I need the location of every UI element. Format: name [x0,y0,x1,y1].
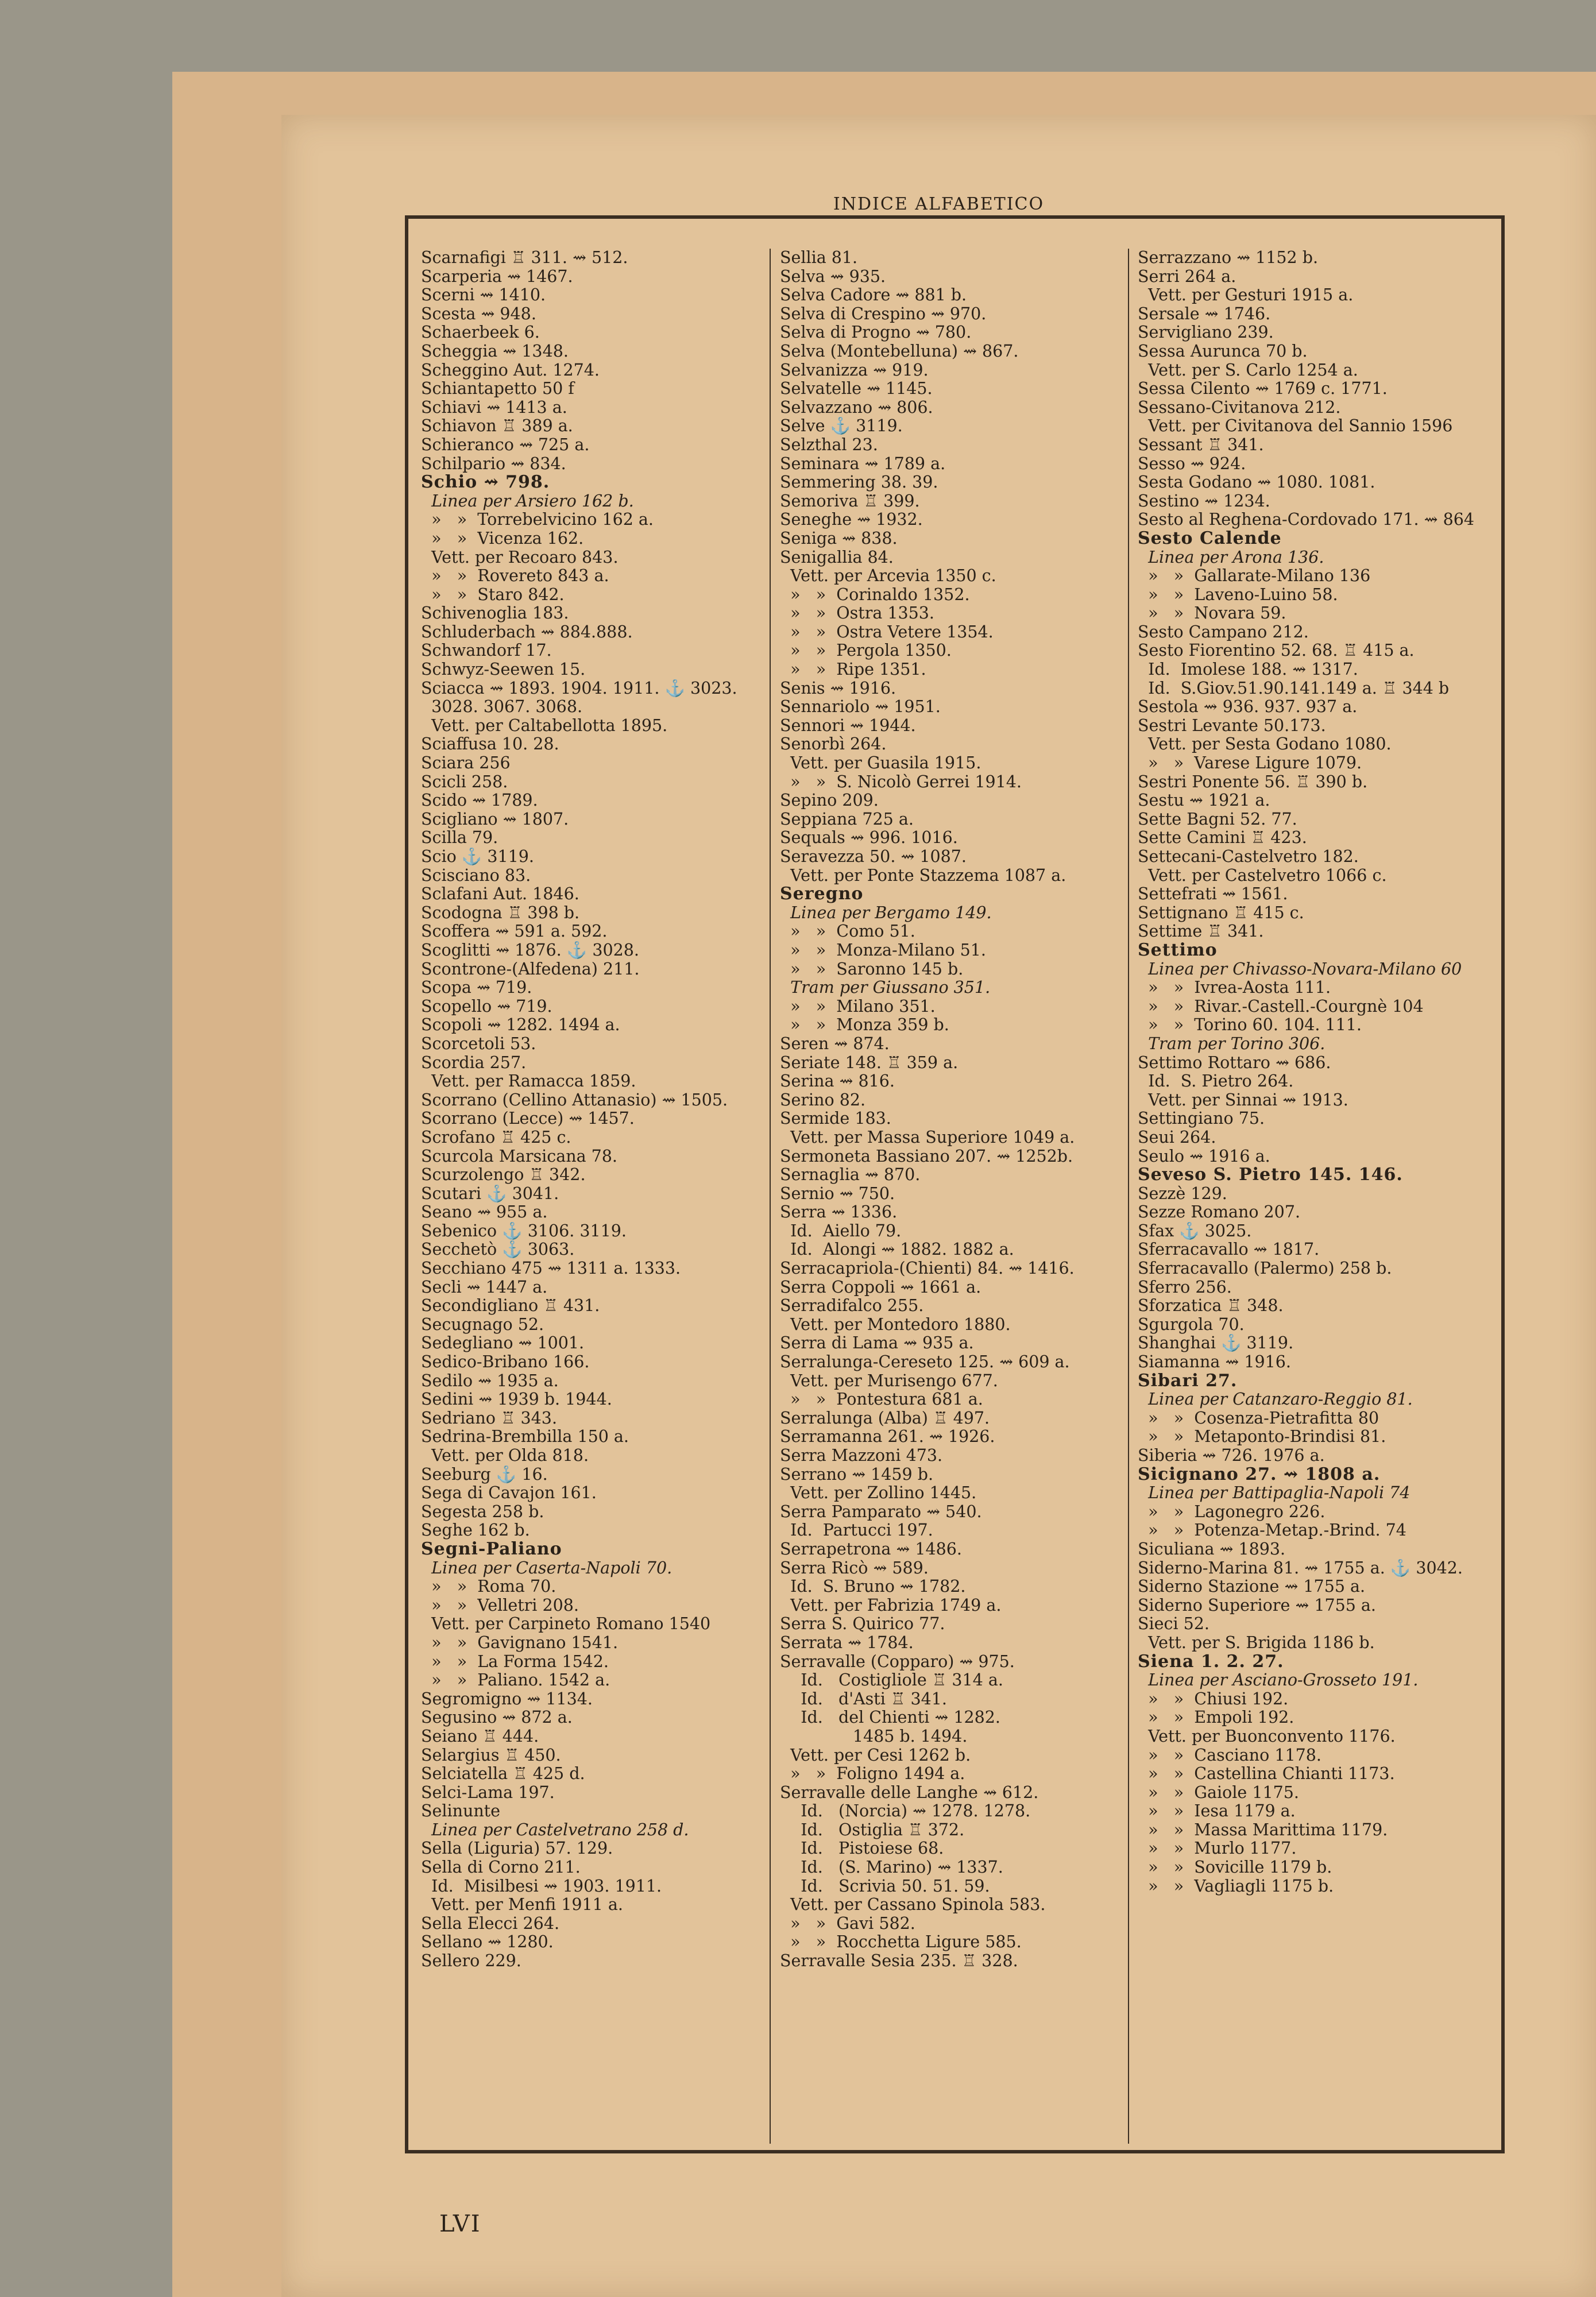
index-entry: Sesto al Reghena-Cordovado 171. ⇝ 864 [1138,511,1475,529]
index-entry: Vett. per Cassano Spinola 583. [780,1896,1046,1915]
index-entry: Scerni ⇝ 1410. [421,286,546,305]
index-entry: Seeburg ⚓ 16. [421,1465,548,1484]
index-entry: Scrofano ♖ 425 c. [421,1128,571,1147]
index-entry: » » Paliano. 1542 a. [421,1671,610,1690]
column-divider [770,249,771,2144]
index-entry: Serralunga (Alba) ♖ 497. [780,1409,990,1428]
index-entry: Serradifalco 255. [780,1297,924,1316]
index-entry: Selci-Lama 197. [421,1783,555,1802]
index-entry: Sesso ⇝ 924. [1138,454,1246,473]
index-entry: Scordia 257. [421,1053,527,1072]
index-entry: Settimo [1138,941,1218,960]
index-entry: Schiantapetto 50 f [421,380,574,399]
index-entry: Schilpario ⇝ 834. [421,454,566,473]
index-entry: Sepino 209. [780,791,879,810]
index-entry: Siamanna ⇝ 1916. [1138,1353,1291,1372]
index-entry: Vett. per Sinnai ⇝ 1913. [1138,1091,1348,1109]
index-entry: Sedrina-Brembilla 150 a. [421,1428,629,1447]
index-entry: Id. d'Asti ♖ 341. [780,1689,947,1708]
index-entry: Selva ⇝ 935. [780,267,886,286]
index-entry: Seminara ⇝ 1789 a. [780,454,946,473]
index-entry: Selva (Montebelluna) ⇝ 867. [780,342,1019,361]
index-entry: Sgurgola 70. [1138,1315,1245,1334]
index-entry: » » Roma 70. [421,1577,557,1596]
index-entry: Segromigno ⇝ 1134. [421,1689,593,1708]
index-entry: » » La Forma 1542. [421,1652,609,1671]
index-entry: » » Milano 351. [780,997,936,1016]
index-entry: Vett. per Sesta Godano 1080. [1138,735,1392,754]
index-entry: Sennariolo ⇝ 1951. [780,698,941,717]
index-entry: Scopa ⇝ 719. [421,979,532,997]
index-entry: Id. Partucci 197. [780,1521,933,1540]
index-entry: Sette Camini ♖ 423. [1138,829,1307,848]
index-entry: Sernaglia ⇝ 870. [780,1166,921,1185]
index-entry: Sciacca ⇝ 1893. 1904. 1911. ⚓ 3023. [421,679,737,698]
index-entry: Schieranco ⇝ 725 a. [421,435,590,454]
index-entry: Scio ⚓ 3119. [421,848,534,866]
column-divider [1128,249,1129,2144]
index-entry: Sessa Cilento ⇝ 1769 c. 1771. [1138,380,1388,399]
index-entry: » » Chiusi 192. [1138,1689,1289,1708]
index-entry: Serra di Lama ⇝ 935 a. [780,1334,974,1353]
index-entry: » » Gallarate-Milano 136 [1138,567,1371,586]
index-entry: Serralunga-Cereseto 125. ⇝ 609 a. [780,1353,1070,1372]
index-entry: » » Monza 359 b. [780,1016,949,1035]
index-entry: » » Torrebelvicino 162 a. [421,511,654,529]
index-entry: » » Torino 60. 104. 111. [1138,1016,1362,1035]
index-entry: » » Novara 59. [1138,604,1286,623]
index-entry: Sebenico ⚓ 3106. 3119. [421,1221,627,1240]
index-entry: Seriate 148. ♖ 359 a. [780,1053,959,1072]
index-entry: Schwyz-Seewen 15. [421,660,586,679]
index-entry: Vett. per Gesturi 1915 a. [1138,286,1354,305]
index-entry: Sedegliano ⇝ 1001. [421,1334,585,1353]
index-entry: Linea per Arsiero 162 b. [421,492,634,511]
index-entry: Schivenoglia 183. [421,604,569,623]
index-entry: Sezzè 129. [1138,1184,1227,1203]
index-entry: Selve ⚓ 3119. [780,417,903,436]
index-entry: » » Pergola 1350. [780,641,952,660]
index-entry: Selva di Progno ⇝ 780. [780,323,972,342]
index-entry: » » Iesa 1179 a. [1138,1802,1296,1821]
index-entry: Settime ♖ 341. [1138,922,1264,941]
index-entry: Sferracavallo (Palermo) 258 b. [1138,1259,1392,1278]
index-entry: » » Sovicille 1179 b. [1138,1858,1332,1877]
index-entry: Semmering 38. 39. [780,473,938,492]
index-entry: Sennori ⇝ 1944. [780,716,916,735]
index-entry: » » Velletri 208. [421,1596,579,1615]
index-entry: Vett. per Ponte Stazzema 1087 a. [780,866,1066,885]
index-entry: Vett. per S. Carlo 1254 a. [1138,361,1358,380]
index-entry: Serrano ⇝ 1459 b. [780,1465,934,1484]
index-entry: Schio ⇝ 798. [421,473,550,492]
index-entry: Vett. per Castelvetro 1066 c. [1138,866,1387,885]
index-entry: Sessa Aurunca 70 b. [1138,342,1308,361]
index-entry: Sequals ⇝ 996. 1016. [780,829,958,848]
index-entry: Scorrano (Lecce) ⇝ 1457. [421,1109,635,1128]
index-entry: Serracapriola-(Chienti) 84. ⇝ 1416. [780,1259,1075,1278]
index-entry: Vett. per Menfi 1911 a. [421,1896,623,1915]
index-entry: Seren ⇝ 874. [780,1034,890,1053]
index-entry: Secugnago 52. [421,1315,544,1334]
index-entry: Vett. per S. Brigida 1186 b. [1138,1633,1375,1652]
page-number: LVI [439,2211,481,2237]
index-entry: Settimo Rottaro ⇝ 686. [1138,1053,1331,1072]
index-entry: Vett. per Arcevia 1350 c. [780,567,996,586]
index-entry: Id. Scrivia 50. 51. 59. [780,1877,990,1896]
index-entry: Scicli 258. [421,772,508,791]
index-entry: Selvanizza ⇝ 919. [780,361,929,380]
index-entry: Scopello ⇝ 719. [421,997,552,1016]
index-entry: Secchetò ⚓ 3063. [421,1240,575,1259]
index-entry: Tram per Giussano 351. [780,979,991,997]
index-entry: » » Gaiole 1175. [1138,1783,1299,1802]
index-entry: » » Vicenza 162. [421,529,584,548]
index-entry: Sessano-Civitanova 212. [1138,398,1341,417]
page-header: INDICE ALFABETICO [833,194,1045,214]
index-entry: Sernio ⇝ 750. [780,1184,895,1203]
index-entry: Serravalle (Copparo) ⇝ 975. [780,1652,1015,1671]
index-entry: Secondigliano ♖ 431. [421,1297,600,1316]
index-entry: Scilla 79. [421,829,498,848]
index-entry: » » Ostra 1353. [780,604,934,623]
index-entry: Id. Imolese 188. ⇝ 1317. [1138,660,1358,679]
index-entry: » » Rovereto 843 a. [421,567,609,586]
index-entry: Scido ⇝ 1789. [421,791,538,810]
index-entry: Sersale ⇝ 1746. [1138,304,1271,323]
index-entry: Schluderbach ⇝ 884.888. [421,622,633,641]
index-entry: Scodogna ♖ 398 b. [421,903,580,922]
index-entry: Siderno-Marina 81. ⇝ 1755 a. ⚓ 3042. [1138,1559,1463,1577]
index-entry: Secchiano 475 ⇝ 1311 a. 1333. [421,1259,681,1278]
index-entry: Vett. per Cesi 1262 b. [780,1746,971,1765]
index-entry: Serravalle Sesia 235. ♖ 328. [780,1952,1018,1971]
index-entry: Schaerbeek 6. [421,323,540,342]
index-entry: Sega di Cavajon 161. [421,1484,597,1503]
index-entry: Sellano ⇝ 1280. [421,1933,554,1952]
index-entry: Vett. per Guasila 1915. [780,754,981,773]
index-entry: Sestola ⇝ 936. 937. 937 a. [1138,698,1358,717]
index-entry: Sferro 256. [1138,1278,1232,1297]
index-entry: Sciara 256 [421,754,511,773]
index-entry: Id. Ostiglia ♖ 372. [780,1820,965,1839]
index-entry: » » Lagonegro 226. [1138,1502,1326,1521]
index-entry: Serri 264 a. [1138,267,1236,286]
index-frame [405,215,1505,2153]
index-entry: Scheggino Aut. 1274. [421,361,600,380]
index-entry: » » Vagliagli 1175 b. [1138,1877,1334,1896]
index-entry: Serramanna 261. ⇝ 1926. [780,1428,995,1447]
index-entry: Sestino ⇝ 1234. [1138,492,1270,511]
index-entry: Seppiana 725 a. [780,810,914,829]
index-entry: Scorcetoli 53. [421,1034,536,1053]
index-entry: Sezze Romano 207. [1138,1203,1301,1222]
index-entry: Serrazzano ⇝ 1152 b. [1138,249,1319,267]
index-entry: Vett. per Recoaro 843. [421,548,619,567]
index-entry: Sibari 27. [1138,1371,1238,1391]
index-entry: Seano ⇝ 955 a. [421,1203,548,1222]
index-entry: Id. (S. Marino) ⇝ 1337. [780,1858,1003,1877]
index-entry: » » Staro 842. [421,585,565,604]
index-entry: Sedico-Bribano 166. [421,1353,590,1372]
index-entry: Serra ⇝ 1336. [780,1203,898,1222]
index-entry: Id. Misilbesi ⇝ 1903. 1911. [421,1877,662,1896]
index-entry: Sesto Calende [1138,529,1282,548]
index-entry: Linea per Asciano-Grosseto 191. [1138,1671,1419,1690]
index-entry: Senis ⇝ 1916. [780,679,896,698]
book-page [281,115,1596,2297]
index-entry: Settefrati ⇝ 1561. [1138,885,1288,904]
index-entry: Sessant ♖ 341. [1138,435,1264,454]
index-entry: » » Como 51. [780,922,915,941]
index-entry: Seniga ⇝ 838. [780,529,898,548]
index-entry: » » Rivar.-Castell.-Courgnè 104 [1138,997,1424,1016]
index-entry: » » Potenza-Metap.-Brind. 74 [1138,1521,1406,1540]
index-entry: Scoglitti ⇝ 1876. ⚓ 3028. [421,941,639,960]
index-entry: Settingiano 75. [1138,1109,1265,1128]
index-entry: Vett. per Carpineto Romano 1540 [421,1615,711,1634]
index-entry: Schiavi ⇝ 1413 a. [421,398,567,417]
index-entry: 1485 b. 1494. [780,1727,968,1746]
index-entry: Scutari ⚓ 3041. [421,1184,559,1203]
index-entry: Sesto Campano 212. [1138,622,1309,641]
index-entry: » » Laveno-Luino 58. [1138,585,1338,604]
index-entry: Sclafani Aut. 1846. [421,885,579,904]
index-entry: Id. Pistoiese 68. [780,1839,944,1858]
index-entry: Linea per Arona 136. [1138,548,1324,567]
index-entry: Scurzolengo ♖ 342. [421,1166,586,1185]
index-entry: Seui 264. [1138,1128,1216,1147]
index-entry: Sestri Ponente 56. ♖ 390 b. [1138,772,1368,791]
index-entry: Tram per Torino 306. [1138,1034,1326,1053]
index-entry: Sette Bagni 52. 77. [1138,810,1297,829]
index-entry: Id. Aiello 79. [780,1221,902,1240]
index-entry: Siena 1. 2. 27. [1138,1652,1284,1672]
index-entry: Sella Elecci 264. [421,1914,560,1933]
index-entry: Serrata ⇝ 1784. [780,1633,914,1652]
index-entry: Vett. per Zollino 1445. [780,1484,977,1503]
index-entry: » » Gavi 582. [780,1914,915,1933]
index-entry: Scurcola Marsicana 78. [421,1147,617,1166]
index-entry: Linea per Castelvetrano 258 d. [421,1820,689,1839]
index-entry: Seulo ⇝ 1916 a. [1138,1147,1270,1166]
index-entry: Scisciano 83. [421,866,531,885]
index-entry: Sermoneta Bassiano 207. ⇝ 1252b. [780,1147,1073,1166]
index-entry: Scheggia ⇝ 1348. [421,342,569,361]
index-entry: Sforzatica ♖ 348. [1138,1297,1284,1316]
index-entry: Linea per Catanzaro-Reggio 81. [1138,1390,1413,1409]
index-entry: Sesta Godano ⇝ 1080. 1081. [1138,473,1375,492]
index-entry: Selargius ♖ 450. [421,1746,561,1765]
index-entry: Vett. per Civitanova del Sannio 1596 [1138,417,1453,436]
index-entry: Id. (Norcia) ⇝ 1278. 1278. [780,1802,1031,1821]
index-entry: Selzthal 23. [780,435,878,454]
index-entry: Segusino ⇝ 872 a. [421,1708,573,1727]
index-entry: Linea per Caserta-Napoli 70. [421,1559,673,1577]
index-entry: Siderno Stazione ⇝ 1755 a. [1138,1577,1366,1596]
index-entry: Serra Coppoli ⇝ 1661 a. [780,1278,981,1297]
index-entry: » » Empoli 192. [1138,1708,1294,1727]
index-entry: Siderno Superiore ⇝ 1755 a. [1138,1596,1376,1615]
index-entry: Linea per Chivasso-Novara-Milano 60 [1138,960,1462,979]
index-entry: Serra Mazzoni 473. [780,1447,943,1465]
index-entry: Semoriva ♖ 399. [780,492,920,511]
index-entry: Seneghe ⇝ 1932. [780,511,923,529]
index-entry: Selvazzano ⇝ 806. [780,398,933,417]
index-entry: » » Massa Marittima 1179. [1138,1820,1388,1839]
index-entry: Sieci 52. [1138,1615,1209,1634]
index-entry: Serra Ricò ⇝ 589. [780,1559,929,1577]
index-entry: Sermide 183. [780,1109,891,1128]
index-entry: » » Ivrea-Aosta 111. [1138,979,1331,997]
index-column-1 [421,249,766,2138]
index-entry: Schiavon ♖ 389 a. [421,417,573,436]
index-entry: Sestu ⇝ 1921 a. [1138,791,1270,810]
index-entry: Sellia 81. [780,249,858,267]
index-entry: Seregno [780,885,864,904]
index-entry: Selinunte [421,1802,501,1821]
index-entry: Selciatella ♖ 425 d. [421,1765,585,1784]
index-entry: Id. Costigliole ♖ 314 a. [780,1671,1003,1690]
index-entry: Seiano ♖ 444. [421,1727,539,1746]
index-entry: Serra Pamparato ⇝ 540. [780,1502,982,1521]
index-entry: Vett. per Buonconvento 1176. [1138,1727,1396,1746]
index-entry: Settignano ♖ 415 c. [1138,903,1304,922]
index-entry: » » Metaponto-Brindisi 81. [1138,1428,1386,1447]
index-entry: Senorbì 264. [780,735,887,754]
index-entry: 3028. 3067. 3068. [421,698,583,717]
index-entry: » » Rocchetta Ligure 585. [780,1933,1022,1952]
index-entry: Id. S. Bruno ⇝ 1782. [780,1577,966,1596]
index-entry: Sferracavallo ⇝ 1817. [1138,1240,1320,1259]
index-entry: Schwandorf 17. [421,641,552,660]
index-entry: » » Gavignano 1541. [421,1633,619,1652]
index-entry: Vett. per Olda 818. [421,1447,589,1465]
index-entry: Scontrone-(Alfedena) 211. [421,960,640,979]
index-entry: » » Murlo 1177. [1138,1839,1297,1858]
index-column-3 [1138,249,1494,2138]
index-entry: Sedriano ♖ 343. [421,1409,558,1428]
index-entry: Serra S. Quirico 77. [780,1615,945,1634]
index-entry: » » Corinaldo 1352. [780,585,970,604]
index-entry: Sicignano 27. ⇝ 1808 a. [1138,1465,1381,1484]
index-entry: » » Foligno 1494 a. [780,1765,965,1784]
index-entry: » » Saronno 145 b. [780,960,964,979]
index-entry: Seveso S. Pietro 145. 146. [1138,1166,1403,1185]
index-entry: Siculiana ⇝ 1893. [1138,1540,1286,1559]
index-entry: Id. del Chienti ⇝ 1282. [780,1708,1000,1727]
index-entry: Scorrano (Cellino Attanasio) ⇝ 1505. [421,1091,728,1109]
index-entry: Segesta 258 b. [421,1502,544,1521]
index-entry: Sciaffusa 10. 28. [421,735,559,754]
index-entry: Linea per Bergamo 149. [780,903,992,922]
index-entry: Scesta ⇝ 948. [421,304,536,323]
index-entry: » » Varese Ligure 1079. [1138,754,1362,773]
index-entry: Selvatelle ⇝ 1145. [780,380,933,399]
index-entry: » » Casciano 1178. [1138,1746,1321,1765]
index-entry: Selva Cadore ⇝ 881 b. [780,286,967,305]
index-entry: Senigallia 84. [780,548,894,567]
index-entry: » » Cosenza-Pietrafitta 80 [1138,1409,1379,1428]
index-entry: » » Pontestura 681 a. [780,1390,983,1409]
index-entry: Sesto Fiorentino 52. 68. ♖ 415 a. [1138,641,1415,660]
index-entry: Sella (Liguria) 57. 129. [421,1839,613,1858]
index-entry: Serino 82. [780,1091,866,1109]
index-entry: » » S. Nicolò Gerrei 1914. [780,772,1022,791]
index-entry: Scarperia ⇝ 1467. [421,267,573,286]
index-entry: » » Ripe 1351. [780,660,926,679]
index-entry: Vett. per Caltabellotta 1895. [421,716,668,735]
index-entry: Segni-Paliano [421,1540,562,1559]
index-entry: Sella di Corno 211. [421,1858,581,1877]
index-entry: Vett. per Fabrizia 1749 a. [780,1596,1002,1615]
index-entry: Serrapetrona ⇝ 1486. [780,1540,962,1559]
index-entry: Id. S. Pietro 264. [1138,1072,1294,1091]
index-entry: Seravezza 50. ⇝ 1087. [780,848,967,866]
index-entry: Secli ⇝ 1447 a. [421,1278,548,1297]
index-entry: Sedilo ⇝ 1935 a. [421,1371,559,1390]
index-entry: Id. S.Giov.51.90.141.149 a. ♖ 344 b [1138,679,1450,698]
index-entry: Linea per Battipaglia-Napoli 74 [1138,1484,1410,1503]
index-entry: Sellero 229. [421,1952,521,1971]
index-entry: Id. Alongi ⇝ 1882. 1882 a. [780,1240,1014,1259]
index-entry: Vett. per Montedoro 1880. [780,1315,1011,1334]
index-column-2 [780,249,1124,2138]
index-entry: Servigliano 239. [1138,323,1274,342]
index-entry: Shanghai ⚓ 3119. [1138,1334,1294,1353]
index-entry: » » Monza-Milano 51. [780,941,986,960]
index-entry: Seghe 162 b. [421,1521,530,1540]
index-entry: Scoffera ⇝ 591 a. 592. [421,922,608,941]
index-entry: Settecani-Castelvetro 182. [1138,848,1359,866]
index-entry: Siberia ⇝ 726. 1976 a. [1138,1447,1325,1465]
index-entry: Sfax ⚓ 3025. [1138,1221,1252,1240]
index-entry: Selva di Crespino ⇝ 970. [780,304,987,323]
index-entry: Vett. per Murisengo 677. [780,1371,998,1390]
index-entry: Vett. per Massa Superiore 1049 a. [780,1128,1075,1147]
index-entry: Sestri Levante 50.173. [1138,716,1326,735]
index-entry: » » Castellina Chianti 1173. [1138,1765,1395,1784]
index-entry: » » Ostra Vetere 1354. [780,622,994,641]
index-entry: Serravalle delle Langhe ⇝ 612. [780,1783,1039,1802]
index-entry: Scigliano ⇝ 1807. [421,810,569,829]
index-entry: Vett. per Ramacca 1859. [421,1072,636,1091]
index-entry: Serina ⇝ 816. [780,1072,895,1091]
index-entry: Sedini ⇝ 1939 b. 1944. [421,1390,612,1409]
index-entry: Scarnafigi ♖ 311. ⇝ 512. [421,249,628,267]
index-entry: Scopoli ⇝ 1282. 1494 a. [421,1016,620,1035]
